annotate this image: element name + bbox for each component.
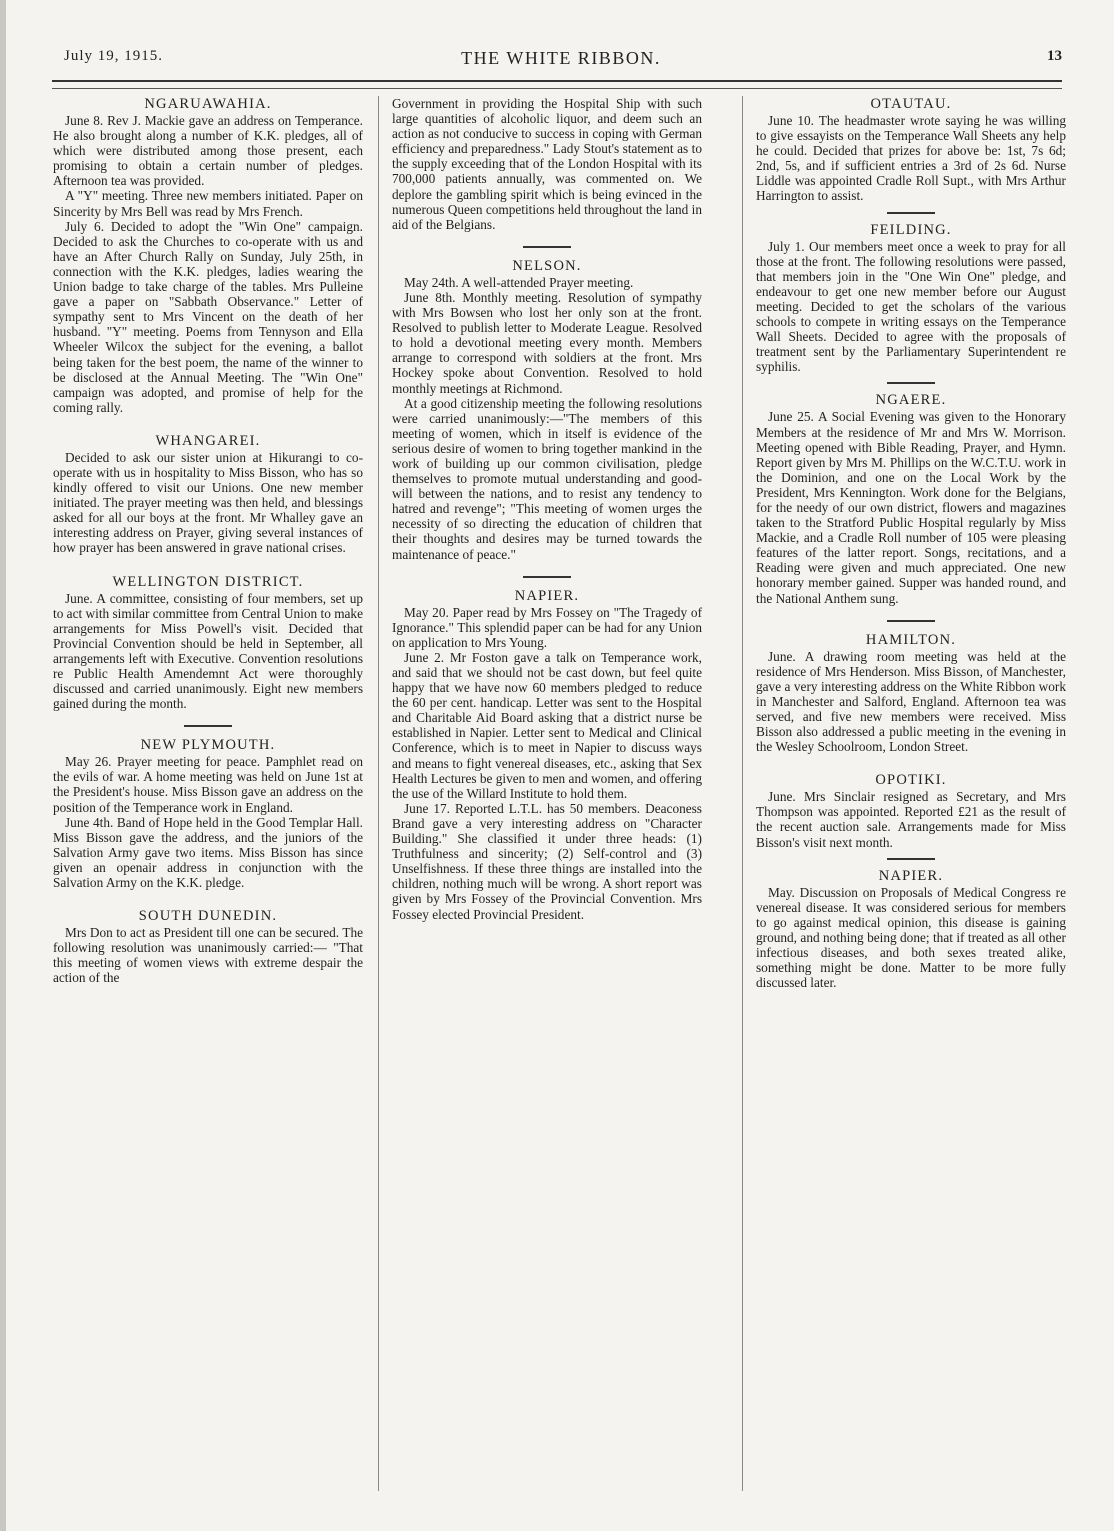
page-header <box>60 48 1062 74</box>
section-title: FEILDING. <box>870 221 952 238</box>
section-separator <box>887 382 935 384</box>
report-section <box>53 737 363 890</box>
paragraph: July 6. Decided to adopt the "Win One" campaign. Decided to ask the Churches to co-operate with us and have an After Church Rally on Sunday, July 25th, in connection with the K.K. pledges, ladies wearing the Union badge to take charge of the tables. Mrs Pulleine gave a paper on "Sabbath Observance." Letter of sympathy sent to Mrs Vincent on the death of her husband. "Y" meeting. Poems from Tennyson and Ella Wheeler Wilcox the subject for the evening, a ballot being taken for the best poem, the name of the winner to be disclosed at the Annual Meeting. The "Win One" campaign was adopted, and promise of help for the coming rally. <box>53 218 363 415</box>
issue-date: July 19, 1915. <box>64 48 164 64</box>
paragraph: June 25. A Social Evening was given to the Honorary Members at the residence of Mr and Mrs W. Morrison. Meeting opened with Bible Reading, Prayer, and Hymn. Report given by Mrs M. Phillips on the W.C.T.U. work in the Dominion, and one on the Local Work by the President, Mrs Kennington. Work done for the Belgians, for the needy of our own district, flowers and magazines taken to the Stratford Public Hospital regularly by Miss Mackie, and a Cradle Roll number of 105 were pleasing features of the latter report. Songs, recitations, and a Reading were given and much appreciated. One new honorary member gained. Supper was handed round, and the National Anthem sung. <box>756 409 1066 606</box>
section-title: OTAUTAU. <box>870 96 952 112</box>
header-rule-thin <box>52 88 1062 89</box>
report-section <box>756 632 1066 755</box>
paragraph: May 24th. A well-attended Prayer meeting. <box>404 274 634 290</box>
section-title: NELSON. <box>512 257 582 274</box>
paragraph: May 20. Paper read by Mrs Fossey on "The Tragedy of Ignorance." This splendid paper can be had for any Union on application to Mrs Young. <box>392 604 702 650</box>
publication-title: THE WHITE RIBBON. <box>461 48 661 68</box>
paragraph: Mrs Don to act as President till one can be secured. The following resolution was unanimously carried:— "That this meeting of women views with extreme despair the action of the <box>53 925 363 986</box>
report-section <box>392 588 702 922</box>
paragraph: May 26. Prayer meeting for peace. Pamphlet read on the evils of war. A home meeting was held on June 1st at the President's house. Miss Bisson gave an address on the position of the Temperance work in England. <box>53 754 363 815</box>
report-section <box>53 96 363 415</box>
paragraph: At a good citizenship meeting the following resolutions were carried unanimously:—"The members of this meeting of women, which in itself is evidence of the serious desire of women to bring together mankind in the work of building up our common civilisation, pledge themselves to promote mutual understanding and good-will between the nations, and to resist any tendency to hatred and revenge"; "This meeting of women urges the necessity of so directing the education of children that their thoughts and desires may be turned towards the maintenance of peace." <box>392 395 702 562</box>
paragraph: June 2. Mr Foston gave a talk on Temperance work, and said that we should not be cast down, but feel quite happy that we have now 60 members pledged to reduce the 60 per cent. handicap. Letter was sent to the Hospital and Charitable Aid Board asking that a district nurse be established in Napier. Letter sent to Medical and Clinical Conference, which is to meet in Napier to discuss ways and means to fight venereal diseases, etc., asking that Sex Health Lectures be given to men and women, and offering the use of the Willard Institute to hold them. <box>392 649 702 801</box>
section-title: WELLINGTON DISTRICT. <box>112 573 304 590</box>
section-title: SOUTH DUNEDIN. <box>138 908 278 925</box>
report-section <box>756 772 1066 849</box>
paragraph: June 17. Reported L.T.L. has 50 members. Deaconess Brand gave a very interesting address on "Character Building." She classified it under three heads: (1) Truthfulness and sincerity; (2) Self-control and (3) Unselfishness. If these three things are installed into the children, nothing much will be wrong. A short report was given by Mrs Fossey of the Provincial Convention. Mrs Fossey elected Provincial President. <box>392 800 702 922</box>
paragraph: June. Mrs Sinclair resigned as Secretary, and Mrs Thompson was appointed. Reported £21 as the result of the recent auction sale. Arrangements made for Miss Bisson's visit next month. <box>756 789 1066 850</box>
paragraph: June 8. Rev J. Mackie gave an address on Temperance. He also brought along a number of K.K. pledges, all of which were distributed among those present, each promising to obtain a certain number of pledges. Afternoon tea was provided. <box>53 113 363 189</box>
column-divider <box>378 96 379 1491</box>
spacer <box>53 415 363 433</box>
section-separator <box>887 212 935 214</box>
header-rule <box>52 80 1062 82</box>
report-section <box>53 574 363 712</box>
section-title: OPOTIKI. <box>875 772 947 789</box>
section-title: NEW PLYMOUTH. <box>140 737 276 754</box>
paragraph: June. A drawing room meeting was held at the residence of Mrs Henderson. Miss Bisson, of Manchester, gave a very interesting address on the White Ribbon work in Manchester and Salford, England. Afternoon tea was served, and five new members were received. Miss Bisson also addressed a public meeting in the evening in the Wesley Schoolroom, London Street. <box>756 648 1066 755</box>
paragraph: June 10. The headmaster wrote saying he was willing to give essayists on the Temperance Wall Sheets any help he could. Decided that prizes for above be: 1st, 7s 6d; 2nd, 5s, and if sufficient entries a 3rd of 2s 6d. Nurse Liddle was appointed Cradle Roll Supt., with Mrs Arthur Harrington to assist. <box>756 113 1066 204</box>
column-2 <box>392 96 702 922</box>
paragraph: June. A committee, consisting of four members, set up to act with similar committee from Central Union to make arrangements for Miss Powell's visit. Decided that Provincial Convention should be held in September, all arrangements left with Executive. Convention resolutions re Public Health Amendemnt Act were thoroughly discussed and carried unanimously. Eight new members gained during the month. <box>53 590 363 712</box>
section-separator <box>523 246 571 248</box>
report-section <box>756 868 1066 991</box>
paragraph: May. Discussion on Proposals of Medical Congress re venereal disease. It was considered serious for members to go against medical opinion, this disease is gaining ground, and nothing being done; that if treated as all other infectious diseases, and both sexes treated alike, something might be done. Matter to be more fully discussed later. <box>756 884 1066 991</box>
paragraph: Decided to ask our sister union at Hikurangi to co-operate with us in hospitality to Miss Bisson, who has so kindly offered to visit our Unions. One new member initiated. The prayer meeting was then held, and blessings asked for all our boys at the front. Mr Whalley gave an interesting address on Prayer, giving several instances of how prayer has been answered in grave national crises. <box>53 449 363 556</box>
paragraph: June 8th. Monthly meeting. Resolution of sympathy with Mrs Bowsen who lost her only son at the front. Resolved to publish letter to Moderate League. Resolved to hold a devotional meeting every month. Members arrange to correspond with soldiers at the front. Mrs Hockey spoke about Convention. Resolved to hold monthly meetings at Richmond. <box>392 289 702 396</box>
report-section <box>756 96 1066 204</box>
report-section <box>756 392 1066 605</box>
paragraph: A "Y" meeting. Three new members initiated. Paper on Sincerity by Mrs Bell was read by Mrs French. <box>53 188 363 219</box>
spacer <box>756 754 1066 772</box>
section-separator <box>887 620 935 622</box>
column-3 <box>756 96 1066 990</box>
section-title: NAPIER. <box>878 867 944 884</box>
column-divider <box>742 96 743 1491</box>
paragraph: June 4th. Band of Hope held in the Good Templar Hall. Miss Bisson gave the address, and the juniors of the Salvation Army gave two items. Miss Bisson has since given an openair address in conjunction with the Salvation Army on the K.K. pledge. <box>53 814 363 891</box>
section-separator <box>523 576 571 578</box>
spacer <box>53 890 363 908</box>
report-section <box>53 908 363 985</box>
section-title: NAPIER. <box>514 587 580 604</box>
scan-edge <box>0 0 6 1531</box>
report-section <box>756 222 1066 375</box>
page-number: 13 <box>1047 48 1062 64</box>
section-title: NGARUAWAHIA. <box>144 96 272 112</box>
section-separator <box>887 858 935 860</box>
paragraph: July 1. Our members meet once a week to pray for all those at the front. The following resolutions were passed, that members join in the "One Win One" pledge, and endeavour to get one new member before our August meeting. Decided to get the scholars of the various schools to compete in writing essays on the Temperance Wall Sheets. Decided to agree with the proposals of treatment sent by the Parliamentary Superintendent re syphilis. <box>756 238 1066 375</box>
report-section <box>53 433 363 556</box>
section-separator <box>184 725 232 727</box>
spacer <box>53 556 363 574</box>
section-title: NGAERE. <box>875 392 947 409</box>
column-1 <box>53 96 363 986</box>
continued-paragraph: Government in providing the Hospital Ship with such large quantities of alcoholic liquor, and deem such an action as not conducive to success in coping with German efficiency and preparedness." Lady Stout's statement as to the supply exceeding that of the London Hospital with its 700,000 patients annually, was commented on. We deplore the gambling spirit which is being evinced in the numerous Queen competitions held throughout the land in aid of the Belgians. <box>392 96 702 232</box>
section-title: WHANGAREI. <box>155 432 261 449</box>
report-section <box>392 258 702 562</box>
section-title: HAMILTON. <box>865 631 957 648</box>
